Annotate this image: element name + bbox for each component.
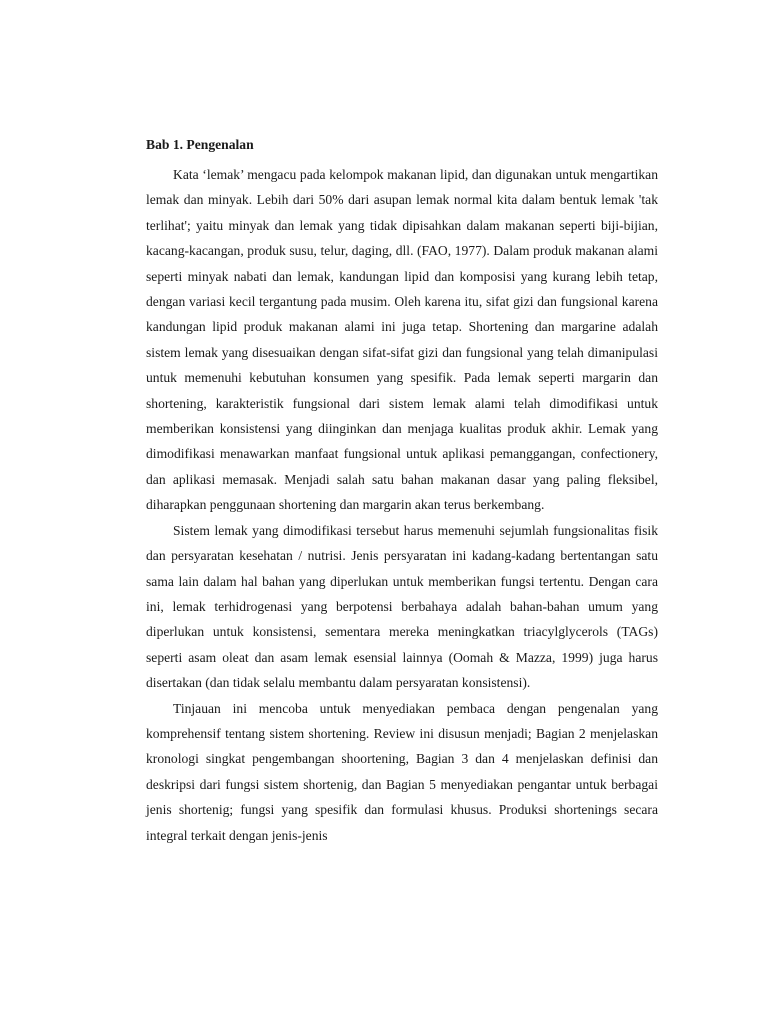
section-heading: Bab 1. Pengenalan	[146, 137, 254, 152]
paragraph-2: Sistem lemak yang dimodifikasi tersebut harus memenuhi sejumlah fungsionalitas fisik dan persyaratan kesehatan / nutrisi. Jenis persyaratan ini kadang-kadang bertentangan satu sama lain dalam hal bahan yang diperlukan untuk memberikan fungsi tertentu. Dengan cara ini, lemak terhidrogenasi yang berpotensi berbahaya adalah bahan-bahan umum yang diperlukan untuk konsistensi, sementara mereka meningkatkan triacylglycerols (TAGs) seperti asam oleat dan asam lemak esensial lainnya (Oomah & Mazza, 1999) juga harus disertakan (dan tidak selalu membantu dalam persyaratan konsistensi).	[146, 522, 658, 691]
document-page	[146, 136, 658, 848]
paragraph-3: Tinjauan ini mencoba untuk menyediakan pembaca dengan pengenalan yang komprehensif tentang sistem shortening. Review ini disusun menjadi; Bagian 2 menjelaskan kronologi singkat pengembangan shoortening, Bagian 3 dan 4 menjelaskan definisi dan deskripsi dari fungsi sistem shortenig, dan Bagian 5 menyediakan pengantar untuk berbagai jenis shortenig; fungsi yang spesifik dan formulasi khusus. Produksi shortenings secara integral terkait dengan jenis-jenis	[146, 700, 658, 843]
paragraph-1: Kata ‘lemak’ mengacu pada kelompok makanan lipid, dan digunakan untuk mengartikan lemak dan minyak. Lebih dari 50% dari asupan lemak normal kita dalam bentuk lemak 'tak terlihat'; yaitu minyak dan lemak yang tidak dipisahkan dalam makanan seperti biji-bijian, kacang-kacangan, produk susu, telur, daging, dll. (FAO, 1977). Dalam produk makanan alami seperti minyak nabati dan lemak, kandungan lipid dan komposisi yang kurang lebih tetap, dengan variasi kecil tergantung pada musim. Oleh karena itu, sifat gizi dan fungsional karena kandungan lipid produk makanan alami ini juga tetap. Shortening dan margarine adalah sistem lemak yang disesuaikan dengan sifat-sifat gizi dan fungsional yang telah dimanipulasi untuk memenuhi kebutuhan konsumen yang spesifik. Pada lemak seperti margarin dan shortening, karakteristik fungsional dari sistem lemak alami telah dimodifikasi untuk memberikan konsistensi yang diinginkan dan menjaga kualitas produk akhir. Lemak yang dimodifikasi menawarkan manfaat fungsional untuk aplikasi pemanggangan, confectionery, dan aplikasi memasak. Menjadi salah satu bahan makanan dasar yang paling fleksibel, diharapkan penggunaan shortening dan margarin akan terus berkembang.	[146, 167, 658, 513]
